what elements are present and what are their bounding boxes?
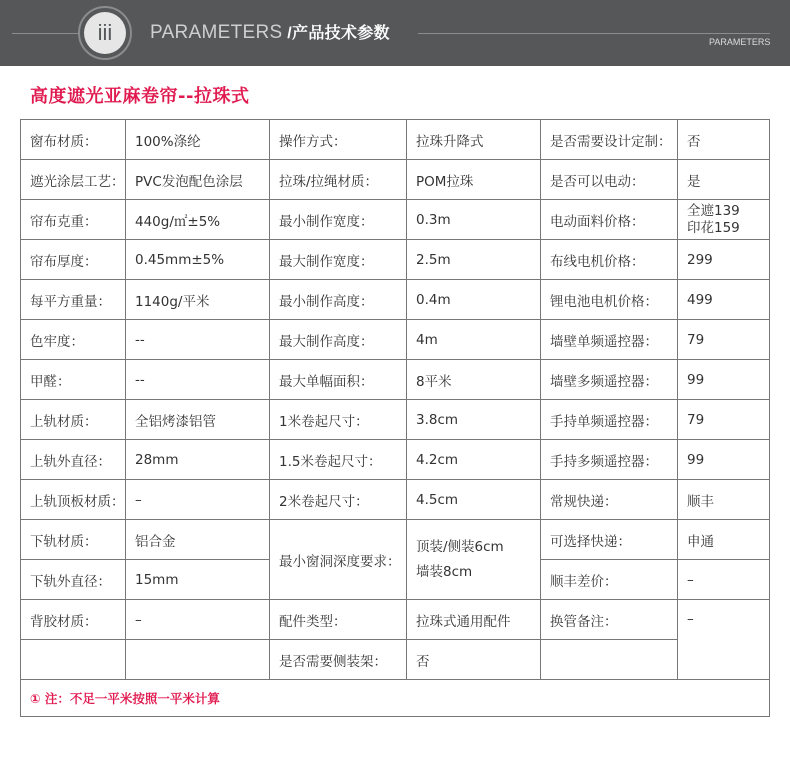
spec-label: 电动面料价格： <box>541 200 678 240</box>
spec-label: 帘布厚度： <box>21 240 126 280</box>
spec-value: – <box>126 600 270 640</box>
spec-value: 拉珠升降式 <box>407 120 541 160</box>
spec-label: 是否需要设计定制： <box>541 120 678 160</box>
note-text: ① 注：不足一平米按照一平米计算 <box>21 680 770 717</box>
spec-value <box>407 520 541 600</box>
spec-value: -- <box>126 320 270 360</box>
price-line: 全遮139 <box>687 202 740 219</box>
spec-label: 墙壁多频遥控器： <box>541 360 678 400</box>
table-row <box>21 640 770 680</box>
banner-title <box>150 20 390 44</box>
spec-value: 顺丰 <box>678 480 770 520</box>
spec-label: 手持多频遥控器： <box>541 440 678 480</box>
spec-label: 最大制作宽度： <box>270 240 407 280</box>
spec-label: 操作方式： <box>270 120 407 160</box>
spec-value: 拉珠式通用配件 <box>407 600 541 640</box>
spec-value: – <box>678 600 770 680</box>
spec-value: 1140g/平米 <box>126 280 270 320</box>
spec-value: 全铝烤漆铝管 <box>126 400 270 440</box>
spec-value: 99 <box>678 440 770 480</box>
spec-label: 是否需要侧装架： <box>270 640 407 680</box>
spec-label: 色牢度： <box>21 320 126 360</box>
spec-label: 下轨材质： <box>21 520 126 560</box>
spec-label: 墙壁单频遥控器： <box>541 320 678 360</box>
spec-value: 499 <box>678 280 770 320</box>
spec-table <box>20 119 770 717</box>
spec-label: 2米卷起尺寸： <box>270 480 407 520</box>
section-number-badge: iii <box>84 12 126 54</box>
spec-label: 布线电机价格： <box>541 240 678 280</box>
table-row <box>21 240 770 280</box>
table-row <box>21 400 770 440</box>
header-banner <box>0 0 790 66</box>
spec-label: 常规快递： <box>541 480 678 520</box>
spec-label: 每平方重量： <box>21 280 126 320</box>
spec-label: 帘布克重： <box>21 200 126 240</box>
banner-left-line <box>12 33 78 34</box>
spec-value <box>678 200 770 240</box>
table-row <box>21 160 770 200</box>
spec-value: 99 <box>678 360 770 400</box>
spec-value: 15mm <box>126 560 270 600</box>
table-row <box>21 440 770 480</box>
spec-value: 0.3m <box>407 200 541 240</box>
spec-label: 窗布材质： <box>21 120 126 160</box>
spec-label: 最小制作宽度： <box>270 200 407 240</box>
spec-value: – <box>126 480 270 520</box>
banner-right-line <box>418 33 770 34</box>
spec-label: 配件类型： <box>270 600 407 640</box>
spec-value: 3.8cm <box>407 400 541 440</box>
banner-title-sep: / <box>282 25 293 42</box>
depth-line: 顶装/侧装6cm <box>416 538 504 555</box>
spec-label: 顺丰差价： <box>541 560 678 600</box>
spec-value: 299 <box>678 240 770 280</box>
spec-value: 2.5m <box>407 240 541 280</box>
empty-cell <box>541 640 678 680</box>
banner-title-en: PARAMETERS <box>150 22 283 43</box>
spec-label: 锂电池电机价格： <box>541 280 678 320</box>
spec-label: 1米卷起尺寸： <box>270 400 407 440</box>
spec-value: PVC发泡配色涂层 <box>126 160 270 200</box>
spec-value: 申通 <box>678 520 770 560</box>
table-row <box>21 320 770 360</box>
spec-label: 上轨外直径： <box>21 440 126 480</box>
spec-label: 最大制作高度： <box>270 320 407 360</box>
spec-label: 手持单频遥控器： <box>541 400 678 440</box>
spec-value: 否 <box>407 640 541 680</box>
spec-label: 上轨顶板材质： <box>21 480 126 520</box>
spec-value: 100%涤纶 <box>126 120 270 160</box>
spec-value: 4.2cm <box>407 440 541 480</box>
spec-label: 换管备注： <box>541 600 678 640</box>
spec-value: -- <box>126 360 270 400</box>
table-row <box>21 120 770 160</box>
spec-label: 1.5米卷起尺寸： <box>270 440 407 480</box>
spec-label: 拉珠/拉绳材质： <box>270 160 407 200</box>
depth-line: 墙装8cm <box>416 563 473 580</box>
price-line: 印花159 <box>687 219 740 236</box>
product-title: 高度遮光亚麻卷帘--拉珠式 <box>30 86 250 107</box>
table-row <box>21 480 770 520</box>
empty-cell <box>21 640 126 680</box>
spec-value: 铝合金 <box>126 520 270 560</box>
spec-label: 遮光涂层工艺： <box>21 160 126 200</box>
spec-value: POM拉珠 <box>407 160 541 200</box>
table-row <box>21 280 770 320</box>
spec-value: 28mm <box>126 440 270 480</box>
spec-value: 79 <box>678 400 770 440</box>
spec-value: 否 <box>678 120 770 160</box>
spec-label: 下轨外直径： <box>21 560 126 600</box>
spec-label: 背胶材质： <box>21 600 126 640</box>
banner-title-cn: 产品技术参数 <box>292 25 390 42</box>
spec-value: 是 <box>678 160 770 200</box>
spec-label: 上轨材质： <box>21 400 126 440</box>
spec-value: 4.5cm <box>407 480 541 520</box>
spec-value: 0.45mm±5% <box>126 240 270 280</box>
spec-value: – <box>678 560 770 600</box>
empty-cell <box>126 640 270 680</box>
table-row <box>21 520 770 560</box>
note-row <box>21 680 770 717</box>
spec-label: 是否可以电动： <box>541 160 678 200</box>
spec-label: 最小制作高度： <box>270 280 407 320</box>
spec-label: 甲醛： <box>21 360 126 400</box>
spec-value: 79 <box>678 320 770 360</box>
spec-value: 0.4m <box>407 280 541 320</box>
spec-value: 4m <box>407 320 541 360</box>
spec-label: 最小窗洞深度要求： <box>270 520 407 600</box>
table-row <box>21 200 770 240</box>
spec-value: 440g/㎡±5% <box>126 200 270 240</box>
spec-label: 可选择快递： <box>541 520 678 560</box>
spec-value: 8平米 <box>407 360 541 400</box>
table-row <box>21 600 770 640</box>
spec-label: 最大单幅面积： <box>270 360 407 400</box>
table-row <box>21 360 770 400</box>
banner-right-label: PARAMETERS <box>709 37 771 47</box>
